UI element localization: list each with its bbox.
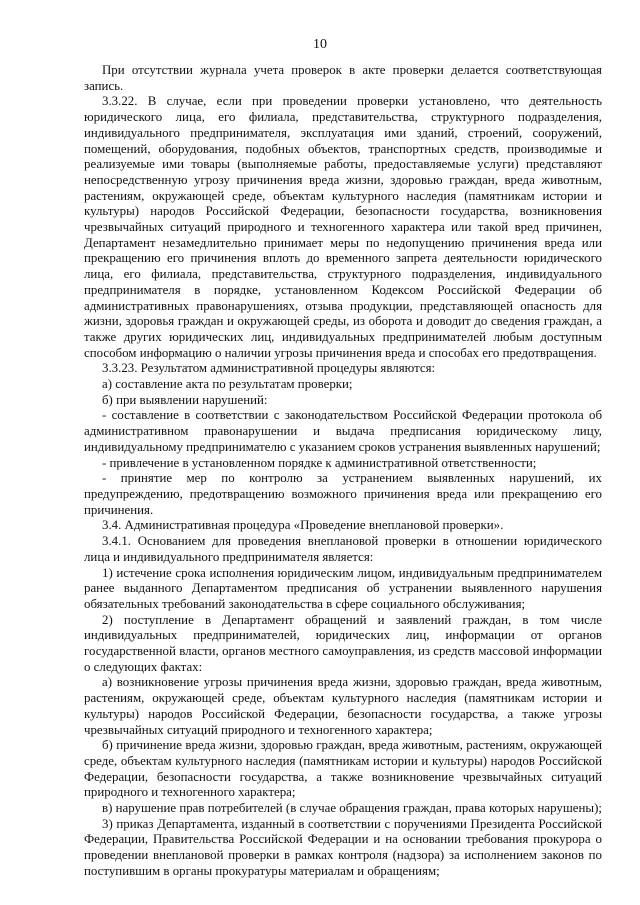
- list-item-protocol: - составление в соответствии с законодательством Российской Федерации протокола об административном правонарушении и выдача предписания юридическому лицу, индивидуальному предпринимателю с указанием сроков устранения выявленных нарушений;: [84, 408, 602, 454]
- paragraph-journal-note: При отсутствии журнала учета проверок в акте проверки делается соответствующая запись.: [84, 63, 602, 93]
- list-item-1: 1) истечение срока исполнения юридическим лицом, индивидуальным предпринимателем ранее выданного Департаментом предписания об устранении выявленного нарушения обязательных требований законодательства в сфере социального обслуживания;: [84, 565, 602, 611]
- paragraph-3-3-22: 3.3.22. В случае, если при проведении проверки установлено, что деятельность юридического лица, его филиала, представительства, структурного подразделения, индивидуального предпринимателя, эксплуатация ими зданий, строений, сооружений, помещений, оборудования, подобных объектов, транспортных средств, производимые и реализуемые ими товары (выполняемые работы, предоставляемые услуги) представляют непосредственную угрозу причинения вреда жизни, здоровью граждан, вреда животным, растениям, окружающей среде, объектам культурного наследия (памятникам истории и культуры) народов Российской Федерации, безопасности государства, возникновения чрезвычайных ситуаций природного и техногенного характера или такой вред причинен, Департамент незамедлительно принимает меры по недопущению причинения вреда или прекращению его причинения вплоть до временного запрета деятельности юридического лица, его филиала, представительства, структурного подразделения, индивидуального предпринимателя в порядке, установленном Кодексом Российской Федерации об административных правонарушениях, отзыва продукции, представляющей опасность для жизни, здоровья граждан и окружающей среды, из оборота и доводит до сведения граждан, а также других юридических лиц, индивидуальных предпринимателей любым доступным способом информацию о наличии угрозы причинения вреда и способах его предотвращения.: [84, 94, 602, 360]
- list-item-a: а) составление акта по результатам проверки;: [102, 377, 353, 392]
- list-item-liability: - привлечение в установленном порядке к административной ответственности;: [102, 455, 537, 470]
- document-body: [84, 63, 602, 880]
- list-item-2c: в) нарушение прав потребителей (в случае обращения граждан, права которых нарушены);: [102, 801, 602, 816]
- page-number: 10: [313, 37, 327, 52]
- paragraph-3-4: 3.4. Административная процедура «Проведение внеплановой проверки».: [102, 518, 504, 533]
- list-item-measures: - принятие мер по контролю за устранением выявленных нарушений, их предупреждению, предотвращению возможного причинения вреда или прекращению его причинения.: [84, 471, 602, 517]
- list-item-b: б) при выявлении нарушений:: [102, 392, 268, 407]
- list-item-2b: б) причинение вреда жизни, здоровью граждан, вреда животным, растениям, окружающей среде, объектам культурного наследия (памятникам истории и культуры) народов Российской Федерации, безопасности государства, а также возникновение чрезвычайных ситуаций природного и техногенного характера;: [84, 738, 602, 800]
- paragraph-3-4-1: 3.4.1. Основанием для проведения внеплановой проверки в отношении юридического лица и индивидуального предпринимателя является:: [84, 534, 602, 564]
- paragraph-3-3-23: 3.3.23. Результатом административной процедуры являются:: [102, 361, 436, 376]
- list-item-3: 3) приказ Департамента, изданный в соответствии с поручениями Президента Российской Федерации, Правительства Российской Федерации и на основании требования прокурора о проведении внеплановой проверки в рамках контроля (надзора) за исполнением законов по поступившим в органы прокуратуры материалам и обращениям;: [84, 816, 602, 878]
- list-item-2a: а) возникновение угрозы причинения вреда жизни, здоровью граждан, вреда животным, растениям, окружающей среде, объектам культурного наследия (памятникам истории и культуры) народов Российской Федерации, безопасности государства, а также угрозы чрезвычайных ситуаций природного и техногенного характера;: [84, 675, 602, 737]
- list-item-2: 2) поступление в Департамент обращений и заявлений граждан, в том числе индивидуальных предпринимателей, юридических лиц, информации от органов государственной власти, органов местного самоуправления, из средств массовой информации о следующих фактах:: [84, 612, 602, 674]
